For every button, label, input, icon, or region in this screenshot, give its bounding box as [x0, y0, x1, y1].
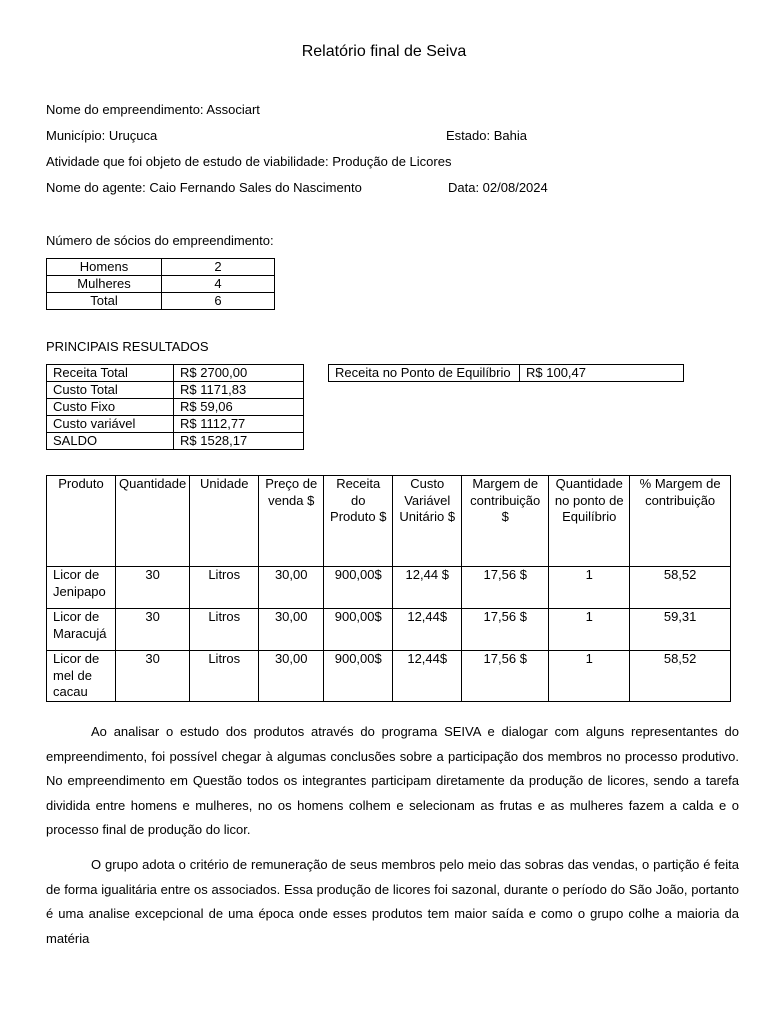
- socios-value: 6: [162, 293, 275, 310]
- socios-label: Mulheres: [47, 276, 162, 293]
- pct-margem-cell: 58,52: [630, 651, 731, 702]
- table-row: [47, 276, 275, 293]
- quantidade-cell: 30: [116, 609, 190, 651]
- table-row: [47, 399, 304, 416]
- preco-cell: 30,00: [259, 567, 324, 609]
- header-qtd-equilibrio: Quantidade no ponto de Equilíbrio: [549, 476, 630, 567]
- resultado-value: R$ 1528,17: [174, 433, 304, 450]
- resultado-label: Custo variável: [47, 416, 174, 433]
- header-produto: Produto: [47, 476, 116, 567]
- empreendimento-line: Nome do empreendimento: Associart: [46, 102, 260, 117]
- table-row: [47, 293, 275, 310]
- produto-cell: Licor de Jenipapo: [47, 567, 116, 609]
- socios-heading: Número de sócios do empreendimento:: [46, 233, 274, 248]
- resultado-label: Receita Total: [47, 365, 174, 382]
- paragraph: Ao analisar o estudo dos produtos através do programa SEIVA e dialogar com alguns representantes do empreendimento, foi possível chegar à algumas conclusões sobre a participação dos membros no processo produtivo. No empreendimento em Questão todos os integrantes participam diretamente da produção de licores, sendo a tarefa dividida entre homens e mulheres, no os homens colhem e selecionam as frutas e as mulheres fazem a calda e o processo final de produção do licor.: [46, 724, 739, 837]
- resultado-value: R$ 1171,83: [174, 382, 304, 399]
- margem-cell: 17,56 $: [462, 567, 549, 609]
- table-row: [47, 416, 304, 433]
- qtd-equilibrio-cell: 1: [549, 609, 630, 651]
- unidade-cell: Litros: [190, 567, 259, 609]
- margem-cell: 17,56 $: [462, 609, 549, 651]
- socios-label: Homens: [47, 259, 162, 276]
- qtd-equilibrio-cell: 1: [549, 567, 630, 609]
- header-quantidade: Quantidade: [116, 476, 190, 567]
- equilibrio-value: R$ 100,47: [520, 365, 684, 382]
- equilibrio-table: [328, 364, 684, 382]
- header-margem: Margem de contribuição $: [462, 476, 549, 567]
- resultado-label: Custo Total: [47, 382, 174, 399]
- resultado-label: SALDO: [47, 433, 174, 450]
- custo-cell: 12,44 $: [393, 567, 462, 609]
- paragraph: O grupo adota o critério de remuneração de seus membros pelo meio das sobras das vendas, o partição é feita de forma igualitária entre os associados. Essa produção de licores foi sazonal, durante o período do São João, portanto é uma analise excepcional de uma época onde esses produtos tem maior saída e como o grupo colhe a maioria da matéria: [46, 857, 739, 946]
- table-row: [47, 365, 304, 382]
- unidade-cell: Litros: [190, 651, 259, 702]
- resultado-value: R$ 59,06: [174, 399, 304, 416]
- table-row: [47, 382, 304, 399]
- socios-table: [46, 258, 275, 310]
- custo-cell: 12,44$: [393, 609, 462, 651]
- socios-label: Total: [47, 293, 162, 310]
- resultado-value: R$ 1112,77: [174, 416, 304, 433]
- header-pct-margem: % Margem de contribuição: [630, 476, 731, 567]
- table-row: [47, 567, 731, 609]
- municipio-line: Município: Uruçuca: [46, 128, 158, 143]
- header-unidade: Unidade: [190, 476, 259, 567]
- margem-cell: 17,56 $: [462, 651, 549, 702]
- atividade-line: Atividade que foi objeto de estudo de viabilidade: Produção de Licores: [46, 154, 452, 169]
- preco-cell: 30,00: [259, 651, 324, 702]
- table-row: [47, 651, 731, 702]
- table-row: [47, 609, 731, 651]
- table-row: [47, 259, 275, 276]
- preco-cell: 30,00: [259, 609, 324, 651]
- resultado-value: R$ 2700,00: [174, 365, 304, 382]
- estado-line: Estado: Bahia: [446, 128, 527, 143]
- table-row: [47, 433, 304, 450]
- page-title: Relatório final de Seiva: [301, 43, 467, 60]
- produto-cell: Licor de mel de cacau: [47, 651, 116, 702]
- pct-margem-cell: 58,52: [630, 567, 731, 609]
- unidade-cell: Litros: [190, 609, 259, 651]
- equilibrio-label: Receita no Ponto de Equilíbrio: [329, 365, 520, 382]
- receita-cell: 900,00$: [324, 651, 393, 702]
- receita-cell: 900,00$: [324, 609, 393, 651]
- data-line: Data: 02/08/2024: [448, 180, 548, 195]
- agente-line: Nome do agente: Caio Fernando Sales do Nascimento: [46, 180, 362, 195]
- header-preco: Preço de venda $: [259, 476, 324, 567]
- header-custo: Custo Variável Unitário $: [393, 476, 462, 567]
- socios-value: 2: [162, 259, 275, 276]
- quantidade-cell: 30: [116, 651, 190, 702]
- custo-cell: 12,44$: [393, 651, 462, 702]
- receita-cell: 900,00$: [324, 567, 393, 609]
- table-row: [329, 365, 684, 382]
- resultado-label: Custo Fixo: [47, 399, 174, 416]
- produto-cell: Licor de Maracujá: [47, 609, 116, 651]
- qtd-equilibrio-cell: 1: [549, 651, 630, 702]
- produtos-table: [46, 475, 731, 702]
- resultados-heading: PRINCIPAIS RESULTADOS: [46, 339, 209, 354]
- socios-value: 4: [162, 276, 275, 293]
- table-header-row: [47, 476, 731, 567]
- header-receita: Receita do Produto $: [324, 476, 393, 567]
- pct-margem-cell: 59,31: [630, 609, 731, 651]
- quantidade-cell: 30: [116, 567, 190, 609]
- resultados-table: [46, 364, 304, 450]
